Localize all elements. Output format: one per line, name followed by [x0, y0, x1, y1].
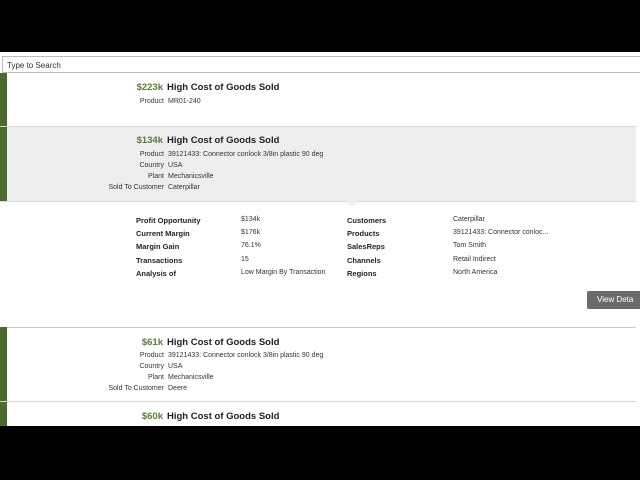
list-item[interactable] — [0, 73, 636, 127]
detail-value: 39121433: Connector conloc... — [453, 229, 549, 236]
field-label: Sold To Customer — [108, 184, 164, 191]
field-value: Caterpillar — [168, 184, 200, 191]
row-amount: $223k — [136, 82, 163, 93]
search-input[interactable]: Type to Search — [2, 56, 640, 73]
app-screen — [0, 52, 640, 426]
row-amount: $61k — [141, 337, 163, 348]
field-value: Mechanicsville — [168, 374, 214, 381]
field-label: Country — [139, 363, 164, 370]
detail-label: Customers — [347, 216, 387, 225]
detail-value: Low Margin By Transaction — [241, 269, 326, 276]
row-amount: $60k — [141, 411, 163, 422]
list-item-selected[interactable] — [0, 127, 636, 202]
detail-panel — [0, 202, 636, 328]
detail-label: SalesReps — [347, 242, 385, 251]
detail-value: Caterpillar — [453, 216, 485, 223]
field-label: Plant — [148, 374, 164, 381]
field-label: Product — [139, 151, 164, 158]
field-value: USA — [168, 162, 183, 169]
row-amount: $134k — [136, 135, 163, 146]
list-item[interactable] — [0, 402, 636, 426]
detail-label: Products — [347, 229, 380, 238]
detail-value: Tom Smith — [453, 242, 487, 249]
view-details-button[interactable]: View Deta — [587, 291, 640, 309]
detail-label: Current Margin — [136, 229, 190, 238]
row-title: High Cost of Goods Sold — [167, 337, 280, 348]
detail-label: Margin Gain — [136, 242, 180, 251]
field-label: Plant — [148, 173, 164, 180]
field-value: Deere — [168, 385, 188, 392]
field-value: MR01-240 — [168, 98, 201, 105]
row-title: High Cost of Goods Sold — [167, 82, 280, 93]
field-value: 39121433: Connector conlock 3/8in plastic 90 deg — [168, 151, 324, 158]
field-value: USA — [168, 363, 183, 370]
caret-icon — [346, 201, 358, 207]
detail-label: Regions — [347, 269, 377, 278]
list-item[interactable] — [0, 327, 636, 402]
field-label: Country — [139, 162, 164, 169]
detail-value: 76.1% — [241, 242, 261, 249]
field-value: 39121433: Connector conlock 3/8in plastic 90 deg — [168, 352, 324, 359]
field-label: Product — [139, 352, 164, 359]
detail-value: 15 — [241, 256, 249, 263]
row-title: High Cost of Goods Sold — [167, 411, 280, 422]
field-label: Sold To Customer — [108, 385, 164, 392]
detail-label: Transactions — [136, 256, 183, 265]
detail-label: Analysis of — [136, 269, 177, 278]
field-value: Mechanicsville — [168, 173, 214, 180]
field-label: Product — [139, 98, 164, 105]
detail-label: Profit Opportunity — [136, 216, 201, 225]
detail-value: North America — [453, 269, 498, 276]
detail-value: $176k — [241, 229, 261, 236]
detail-value: Retail Indirect — [453, 256, 496, 263]
row-title: High Cost of Goods Sold — [167, 135, 280, 146]
detail-value: $134k — [241, 216, 261, 223]
detail-label: Channels — [347, 256, 381, 265]
